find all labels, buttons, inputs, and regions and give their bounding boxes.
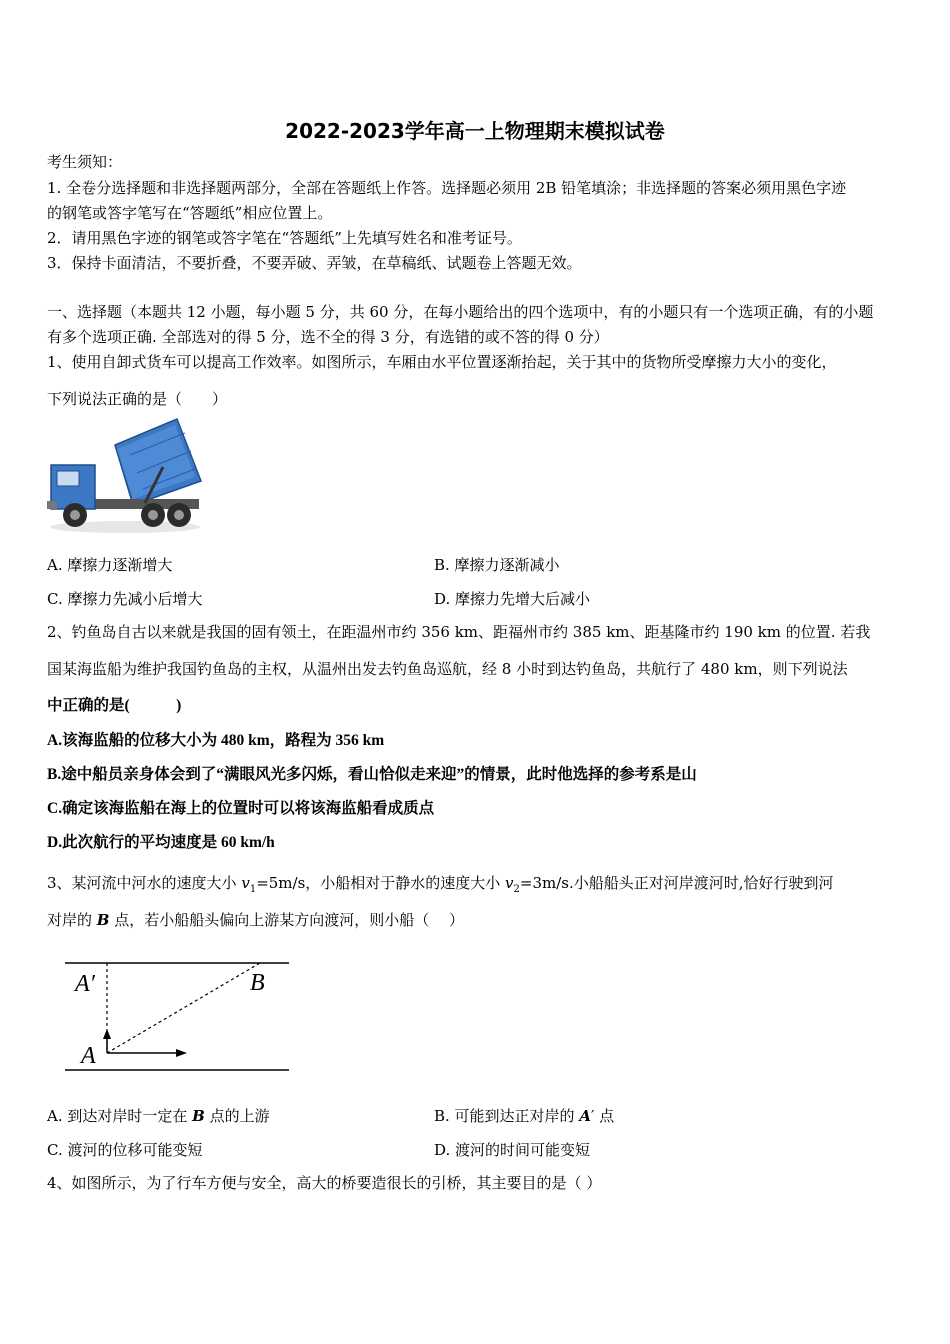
q1-stem-2: 下列说法正确的是（ ）: [47, 390, 228, 408]
q1-option-d: D. 摩擦力先增大后减小: [434, 590, 591, 608]
q3-option-c: C. 渡河的位移可能变短: [47, 1141, 203, 1159]
q1-stem-1: 1、使用自卸式货车可以提高工作效率。如图所示，车厢由水平位置逐渐抬起，关于其中的货物所受摩擦力大小的变化，: [47, 353, 837, 371]
notice-line-3: 2．请用黑色字迹的钢笔或答字笔在“答题纸”上先填写姓名和准考证号。: [47, 229, 522, 247]
q2-stem-2: 国某海监船为维护我国钓鱼岛的主权，从温州出发去钓鱼岛巡航，经 8 小时到达钓鱼岛，共航行了 480 km，则下列说法: [47, 660, 848, 678]
q2-stem-1: 2、钓鱼岛自古以来就是我国的固有领土，在距温州市约 356 km、距福州市约 385 km、距基隆市约 190 km 的位置. 若我: [47, 623, 871, 641]
diagonal-dashed-line: [107, 963, 260, 1053]
section-instruction-2: 有多个选项正确. 全部选对的得 5 分，选不全的得 3 分，有选错的或不答的得 0 分）: [47, 328, 609, 346]
right-arrow-icon: [176, 1049, 187, 1057]
q3-option-d: D. 渡河的时间可能变短: [434, 1141, 591, 1159]
q3-stem-1: 3、某河流中河水的速度大小 $v_1=5m/s$，小船相对于静水的速度大小 $v_2=3m/s$.小船船头正对河岸渡河时,恰好行驶到河: [47, 874, 834, 895]
q2-option-c: C.确定该海监船在海上的位置时可以将该海监船看成质点: [47, 800, 435, 817]
q2-option-a: A.该海监船的位移大小为 480 km，路程为 356 km: [47, 732, 385, 749]
q1-option-c: C. 摩擦力先减小后增大: [47, 590, 203, 608]
label-a-prime: A′: [75, 971, 95, 997]
notice-line-4: 3．保持卡面清洁，不要折叠，不要弄破、弄皱，在草稿纸、试题卷上答题无效。: [47, 254, 582, 272]
q2-stem-3: 中正确的是( ): [47, 697, 182, 714]
q4-stem: 4、如图所示，为了行车方便与安全，高大的桥要造很长的引桥，其主要目的是（ ）: [47, 1174, 602, 1192]
q3-stem-2: 对岸的 B 点，若小船船头偏向上游某方向渡河，则小船（ ）: [47, 911, 465, 929]
q1-option-b: B. 摩擦力逐渐减小: [434, 556, 560, 574]
q2-option-b: B.途中船员亲身体会到了“满眼风光多闪烁，看山恰似走来迎”的情景，此时他选择的参考系是山: [47, 766, 697, 783]
label-b: B: [250, 970, 265, 996]
v1-symbol: v: [241, 874, 250, 892]
notice-line-1: 1. 全卷分选择题和非选择题两部分，全部在答题纸上作答。选择题必须用 2B 铅笔填涂；非选择题的答案必须用黑色字迹: [47, 179, 847, 197]
dump-truck-image: [45, 415, 205, 535]
q1-option-a: A. 摩擦力逐渐增大: [47, 556, 173, 574]
page-title: 2022-2023学年高一上物理期末模拟试卷: [285, 119, 665, 143]
notice-line-2: 的钢笔或答字笔写在“答题纸”相应位置上。: [47, 204, 333, 222]
section-instruction-1: 一、选择题（本题共 12 小题，每小题 5 分，共 60 分，在每小题给出的四个选项中，有的小题只有一个选项正确，有的小题: [47, 303, 874, 321]
notice-heading: 考生须知：: [47, 153, 123, 171]
q2-option-d: D.此次航行的平均速度是 60 km/h: [47, 834, 275, 851]
river-crossing-diagram: [55, 955, 300, 1080]
v2-symbol: v: [505, 874, 514, 892]
q3-option-b: B. 可能到达正对岸的 A′ 点: [434, 1107, 615, 1125]
up-arrow-icon: [103, 1029, 111, 1039]
label-a: A: [81, 1043, 96, 1069]
q3-option-a: A. 到达对岸时一定在 B 点的上游: [47, 1107, 270, 1125]
